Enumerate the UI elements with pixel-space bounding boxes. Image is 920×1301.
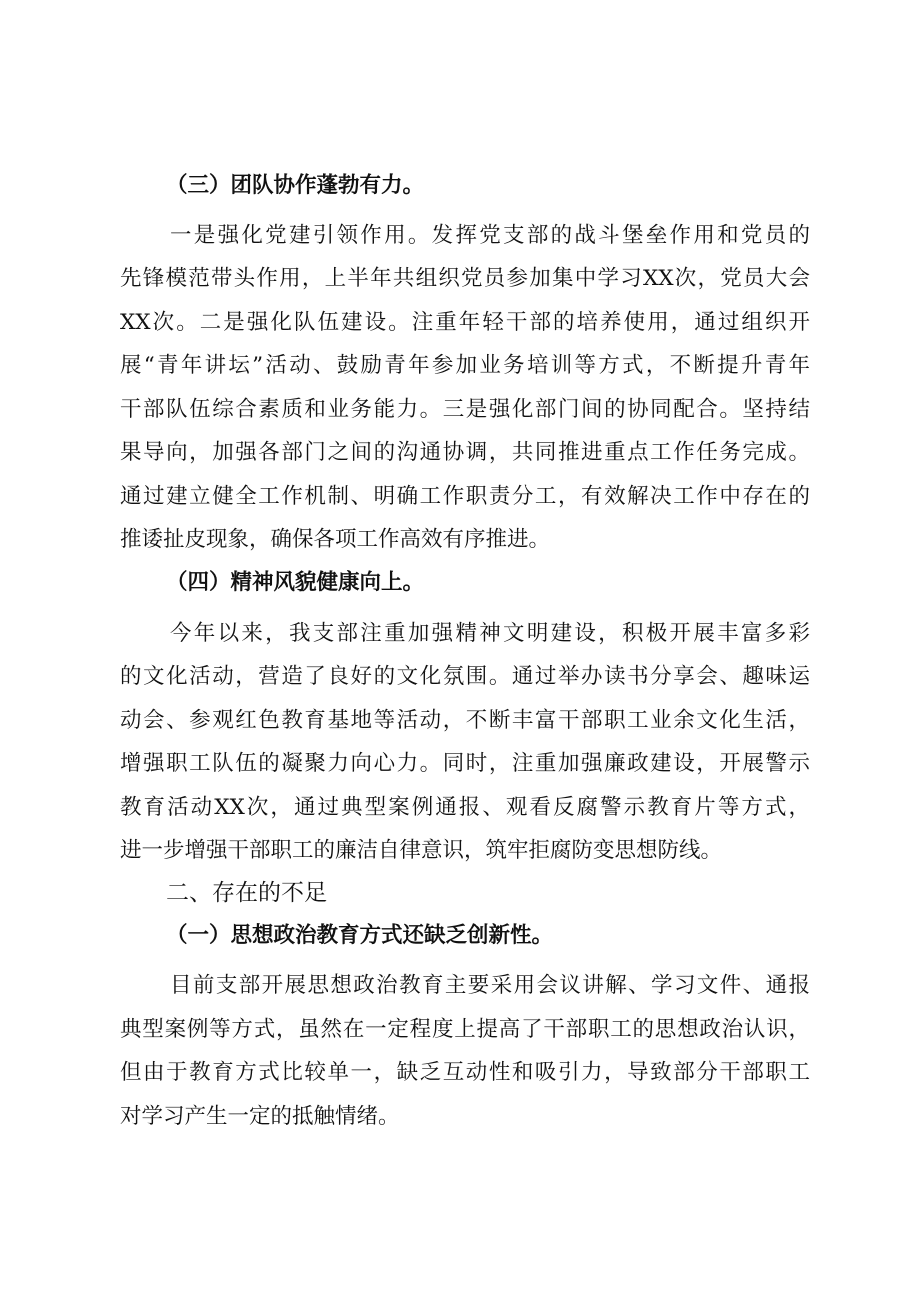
paragraph-line: 教育活动XX次，通过典型案例通报、观看反腐警示教育片等方式， [120, 795, 810, 820]
paragraph-line: XX次。二是强化队伍建设。注重年轻干部的培养使用，通过组织开 [120, 310, 810, 335]
paragraph-line: 通过建立健全工作机制、明确工作职责分工，有效解决工作中存在的 [120, 484, 810, 509]
paragraph-line: 果导向，加强各部门之间的沟通协调，共同推进重点工作任务完成。 [120, 440, 810, 465]
section-heading-team-collaboration: （三）团队协作蓬勃有力。 [166, 173, 425, 198]
paragraph-line: 干部队伍综合素质和业务能力。三是强化部门间的协同配合。坚持结 [120, 397, 810, 422]
paragraph-line: 今年以来，我支部注重加强精神文明建设，积极开展丰富多彩 [170, 621, 810, 646]
paragraph-line: 的文化活动，营造了良好的文化氛围。通过举办读书分享会、趣味运 [120, 664, 810, 689]
paragraph-line: 一是强化党建引领作用。发挥党支部的战斗堡垒作用和党员的 [170, 223, 810, 248]
paragraph-line: 推诿扯皮现象，确保各项工作高效有序推进。 [120, 527, 551, 552]
paragraph-line: 目前支部开展思想政治教育主要采用会议讲解、学习文件、通报 [170, 973, 810, 998]
section-heading-spirit: （四）精神风貌健康向上。 [166, 570, 425, 595]
paragraph-line: 先锋模范带头作用，上半年共组织党员参加集中学习XX次，党员大会 [120, 266, 810, 291]
paragraph-line: 但由于教育方式比较单一，缺乏互动性和吸引力，导致部分干部职工 [120, 1060, 810, 1085]
part-heading-shortcomings: 二、存在的不足 [166, 880, 327, 906]
paragraph-line: 展“青年讲坛”活动、鼓励青年参加业务培训等方式，不断提升青年 [120, 353, 810, 378]
paragraph-line: 典型案例等方式，虽然在一定程度上提高了干部职工的思想政治认识， [120, 1017, 810, 1042]
paragraph-line: 动会、参观红色教育基地等活动，不断丰富干部职工业余文化生活， [120, 708, 810, 733]
paragraph-line: 进一步增强干部职工的廉洁自律意识，筑牢拒腐防变思想防线。 [120, 838, 723, 863]
paragraph-line: 对学习产生一定的抵触情绪。 [120, 1104, 400, 1129]
paragraph-line: 增强职工队伍的凝聚力向心力。同时，注重加强廉政建设，开展警示 [120, 751, 810, 776]
section-heading-political-education: （一）思想政治教育方式还缺乏创新性。 [166, 923, 554, 948]
